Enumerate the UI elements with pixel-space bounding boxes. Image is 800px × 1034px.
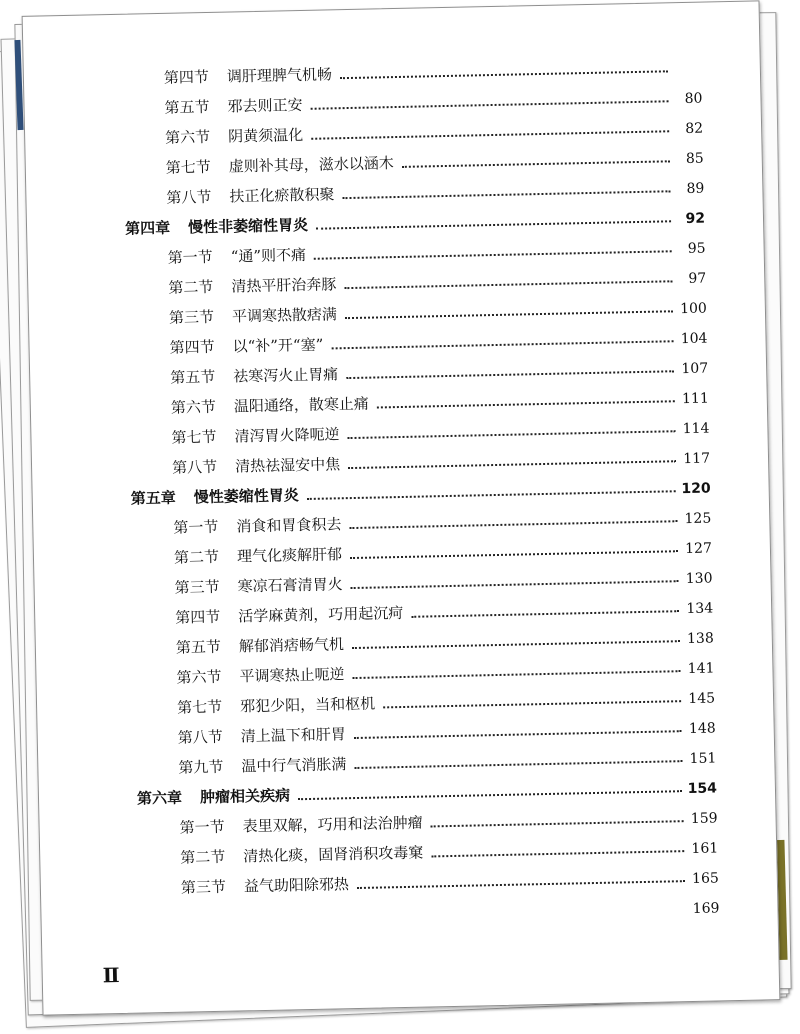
toc-chapter-row[interactable] [125, 203, 705, 239]
section-number: 第六节 [165, 127, 211, 147]
page-number: 165 [691, 870, 719, 887]
chapter-number: 第五章 [130, 488, 176, 508]
section-title: 邪去则正安 [227, 95, 303, 116]
dot-leader [346, 369, 674, 379]
section-number: 第四节 [163, 67, 210, 87]
toc-section-row[interactable] [180, 832, 718, 867]
section-number: 第四节 [169, 337, 215, 357]
section-number: 第三节 [180, 877, 227, 897]
dot-leader [342, 189, 670, 199]
toc-section-row[interactable] [174, 533, 712, 568]
page-number: 111 [681, 390, 709, 408]
dot-leader [431, 819, 684, 827]
section-number: 第二节 [180, 847, 226, 867]
page-number: 92 [685, 210, 706, 227]
page-number: 154 [687, 780, 718, 798]
page-number: 145 [688, 690, 716, 708]
section-number: 第二节 [173, 547, 220, 567]
section-title: 解郁消痞畅气机 [238, 635, 345, 656]
section-number: 第七节 [165, 157, 212, 177]
dot-leader [340, 69, 668, 79]
page-number: 82 [685, 120, 704, 137]
section-title: 以“补”开“塞” [232, 335, 324, 356]
toc-section-row[interactable] [175, 592, 713, 627]
dot-leader [431, 849, 684, 857]
toc-section-row[interactable] [166, 173, 704, 208]
dot-leader [354, 729, 682, 739]
page-number: 127 [685, 540, 713, 558]
section-number: 第六节 [176, 667, 222, 687]
dot-leader [311, 99, 669, 109]
page-number: 104 [680, 330, 708, 348]
dot-leader [348, 429, 676, 439]
page-number: 85 [685, 150, 704, 167]
section-number: 第五节 [164, 97, 210, 117]
toc-section-row[interactable] [177, 712, 715, 747]
section-number: 第八节 [177, 727, 223, 747]
toc-section-row[interactable] [170, 353, 708, 388]
chapter-title: 慢性萎缩性胃炎 [193, 486, 299, 507]
section-number: 第五节 [170, 367, 216, 387]
page-number: 130 [685, 570, 713, 588]
toc-section-row[interactable] [178, 742, 716, 777]
page-number: 151 [689, 750, 717, 768]
dot-leader [349, 519, 677, 529]
toc-section-row[interactable] [164, 53, 702, 88]
dot-leader [311, 129, 669, 139]
section-number: 第七节 [176, 697, 223, 717]
page-number: 100 [679, 300, 708, 318]
section-number: 第六节 [170, 397, 217, 417]
section-number: 第九节 [178, 757, 224, 777]
toc-section-row[interactable] [174, 562, 712, 597]
section-number: 第八节 [166, 187, 212, 207]
table-of-contents [23, 1, 780, 1014]
toc-section-row[interactable] [171, 413, 709, 448]
toc-section-row[interactable] [164, 83, 702, 118]
dot-leader [350, 549, 678, 559]
section-title: 清热祛湿安中焦 [234, 455, 341, 476]
page-number: 161 [691, 840, 719, 857]
toc-section-row[interactable] [179, 802, 717, 837]
section-title: 温阳通络，散寒止痛 [233, 394, 370, 416]
page-number: 120 [681, 480, 711, 498]
section-number: 第八节 [171, 457, 218, 477]
section-title: 平调寒热散痞满 [231, 305, 338, 326]
page-number: 95 [687, 240, 706, 257]
page-number: 125 [684, 510, 712, 528]
toc-section-row[interactable] [165, 113, 703, 148]
chapter-title: 慢性非萎缩性胃炎 [187, 215, 309, 237]
section-title: 温中行气消胀满 [241, 755, 347, 776]
page-number: 148 [688, 720, 716, 738]
section-number: 第四节 [175, 607, 221, 627]
dot-leader [402, 159, 670, 168]
section-title: 益气助阳除邪热 [243, 875, 350, 896]
dot-leader [314, 249, 672, 259]
page-number: 97 [688, 270, 707, 287]
toc-section-row[interactable] [176, 622, 714, 657]
toc-section-row[interactable] [181, 892, 719, 927]
dot-leader [344, 279, 672, 289]
dot-leader [351, 579, 679, 589]
section-number: 第一节 [179, 817, 225, 837]
section-number: 第三节 [174, 577, 220, 597]
toc-section-row[interactable] [172, 443, 710, 478]
section-title: 平调寒热止呃逆 [239, 665, 345, 686]
section-title: 清上温下和肝胃 [240, 725, 346, 746]
toc-section-row[interactable] [181, 862, 719, 897]
page-number: 141 [687, 660, 715, 678]
section-title: 表里双解，巧用和法治肿瘤 [242, 813, 423, 836]
page-number: 107 [681, 360, 709, 378]
page-number: 134 [686, 600, 714, 618]
dot-leader [345, 309, 673, 319]
section-number: 第二节 [168, 277, 214, 297]
section-title: 清热平肝治奔豚 [231, 275, 337, 296]
dot-leader [377, 399, 675, 408]
page-number: 138 [686, 630, 714, 648]
toc-section-row[interactable] [176, 652, 714, 687]
toc-section-row[interactable] [171, 383, 709, 418]
page-number-roman: Ⅱ [102, 962, 120, 988]
dot-leader [383, 699, 681, 708]
dot-leader [307, 489, 676, 500]
page-number: 89 [686, 180, 705, 197]
toc-section-row[interactable] [173, 503, 711, 538]
toc-section-row[interactable] [166, 143, 704, 178]
section-title: 清泻胃火降呃逆 [234, 425, 340, 446]
section-title: 调肝理脾气机畅 [226, 65, 333, 86]
section-title: 扶正化瘀散积聚 [229, 185, 335, 206]
toc-section-row[interactable] [169, 293, 707, 328]
dot-leader [331, 339, 673, 349]
page-number: 117 [683, 450, 711, 468]
dot-leader [354, 759, 682, 769]
dot-leader [348, 459, 676, 469]
dot-leader [357, 879, 685, 889]
section-title: 理气化痰解肝郁 [236, 545, 343, 566]
toc-section-row[interactable] [167, 233, 705, 268]
section-title: 消食和胃食积去 [236, 515, 342, 536]
section-title: 阴黄须温化 [228, 125, 304, 146]
dot-leader [353, 669, 681, 679]
page-number: 169 [692, 900, 720, 917]
section-title: 寒凉石膏清胃火 [237, 575, 343, 596]
section-number: 第一节 [167, 247, 213, 267]
spacer [182, 917, 692, 928]
toc-chapter-row[interactable] [137, 772, 717, 808]
chapter-number: 第四章 [124, 218, 171, 238]
toc-chapter-row[interactable] [130, 473, 710, 509]
page-number: 159 [690, 810, 718, 827]
section-number: 第五节 [175, 637, 222, 657]
section-title: 清热化痰，固肾消积攻毒窠 [243, 843, 424, 866]
toc-section-row[interactable] [169, 323, 707, 358]
dot-leader [316, 219, 671, 229]
toc-section-row[interactable] [168, 263, 706, 298]
section-title: 虚则补其母，滋水以涵木 [228, 154, 394, 176]
page-number: 80 [684, 90, 703, 107]
chapter-number: 第六章 [136, 788, 183, 808]
section-number: 第七节 [171, 427, 217, 447]
page-number [674, 77, 702, 78]
toc-page [22, 0, 781, 1015]
dot-leader [352, 639, 680, 649]
dot-leader [298, 789, 682, 800]
section-title: 邪犯少阳，当和枢机 [239, 694, 376, 716]
chapter-title: 肿瘤相关疾病 [199, 786, 291, 807]
section-title: 祛寒泻火止胃痛 [233, 365, 339, 386]
section-title: “通”则不痛 [230, 245, 307, 266]
toc-section-row[interactable] [177, 682, 715, 717]
page-number: 114 [682, 420, 710, 438]
section-title: 活学麻黄剂，巧用起沉疴 [238, 603, 404, 626]
section-number: 第一节 [173, 517, 219, 537]
section-number: 第三节 [168, 307, 215, 327]
dot-leader [411, 609, 679, 618]
